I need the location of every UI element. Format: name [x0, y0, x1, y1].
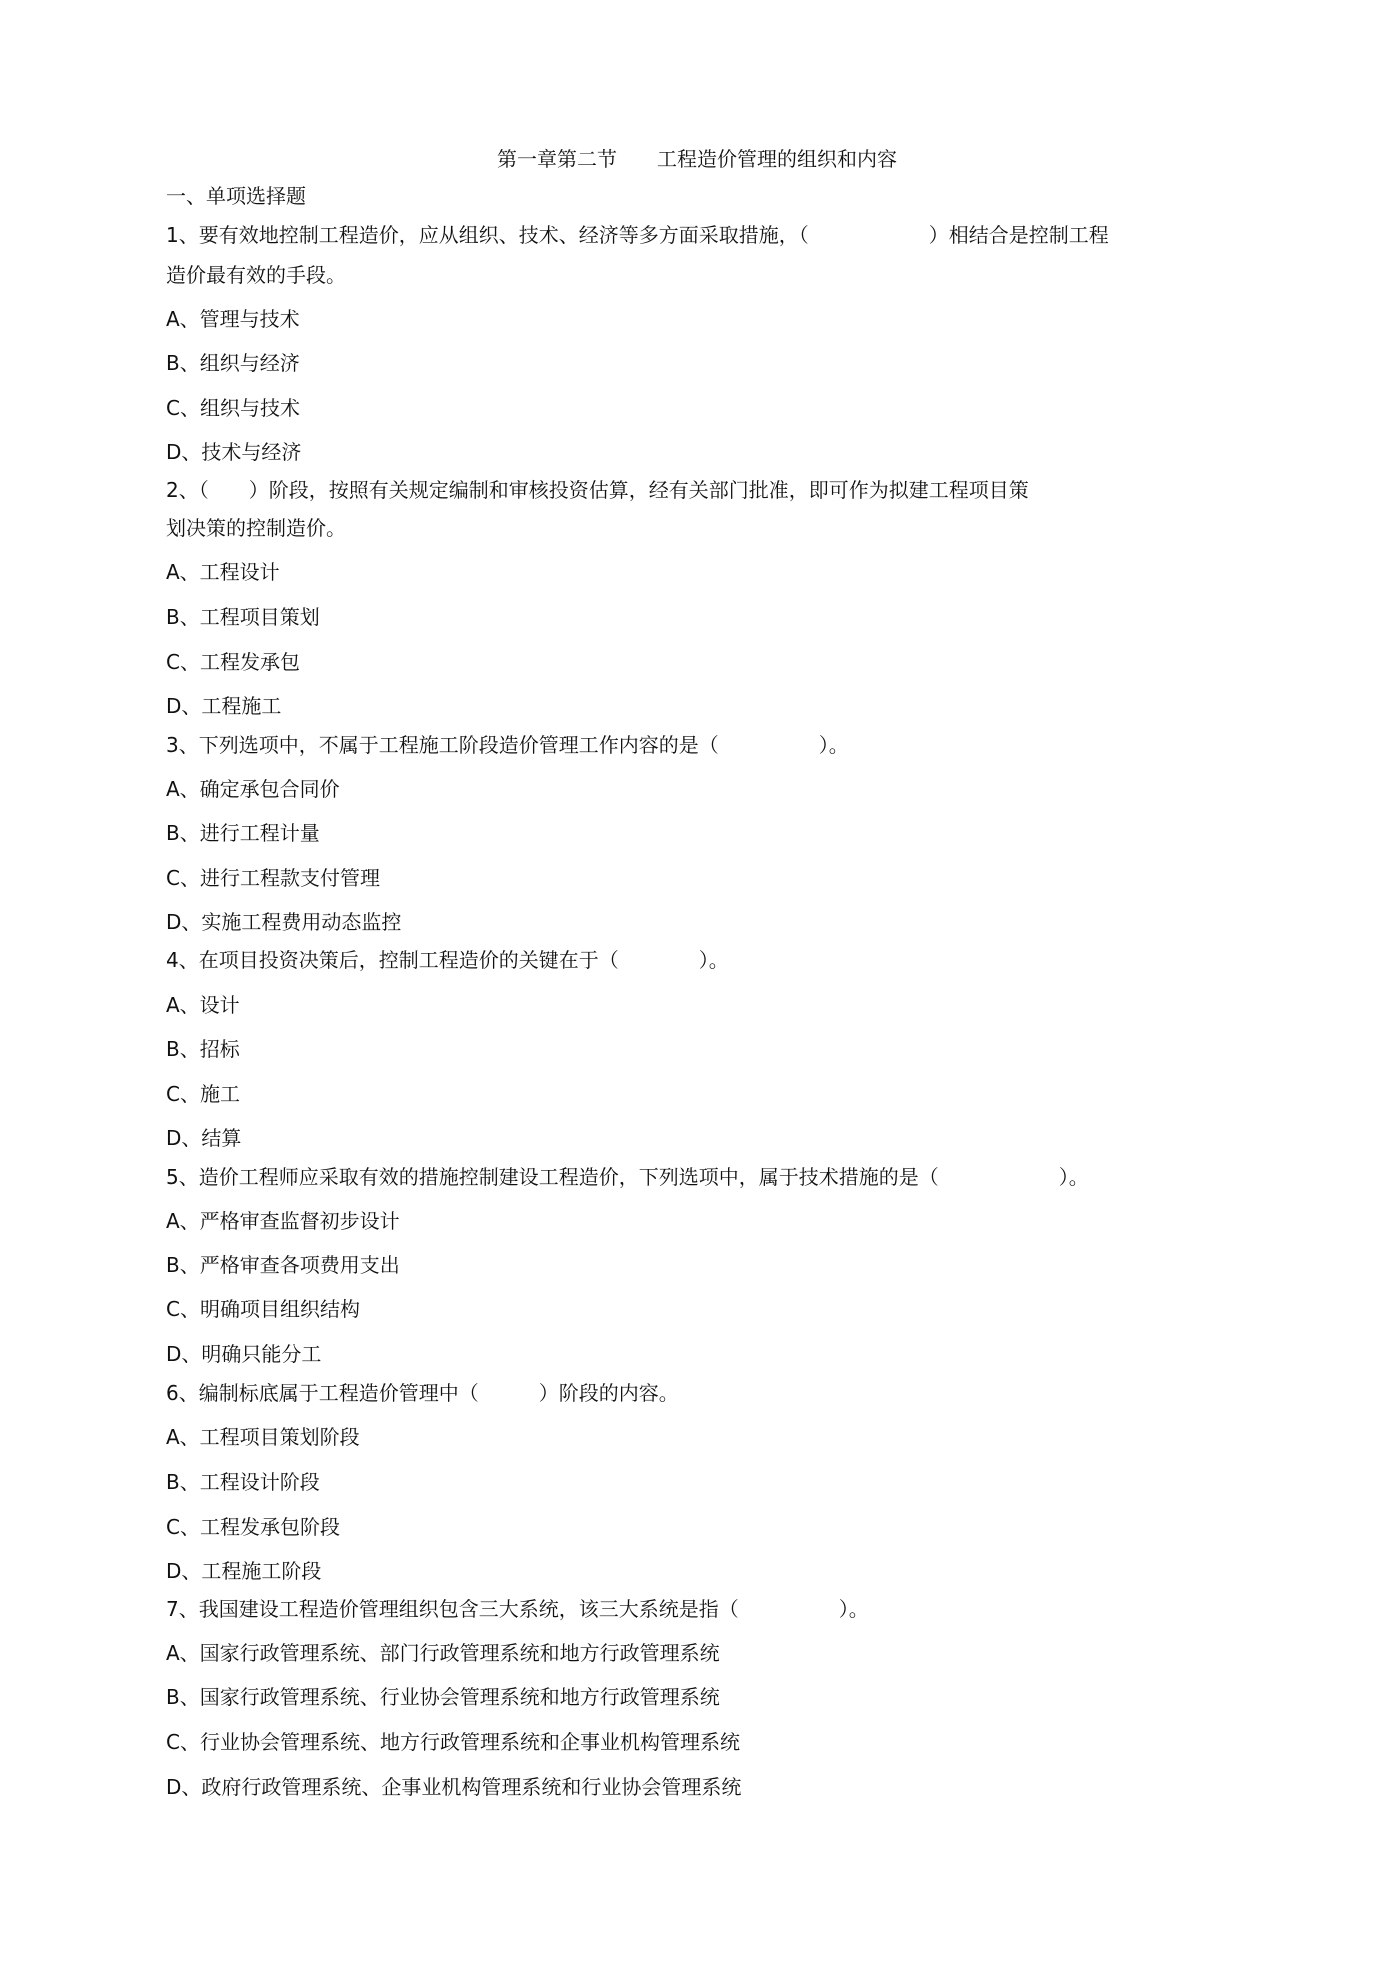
question-3-option-a: A、确定承包合同价 [166, 777, 340, 801]
question-5-option-a: A、严格审查监督初步设计 [166, 1209, 400, 1233]
question-4-option-b: B、招标 [166, 1037, 240, 1061]
page-title: 第一章第二节 工程造价管理的组织和内容 [497, 147, 897, 171]
question-5: 5、造价工程师应采取有效的措施控制建设工程造价，下列选项中，属于技术措施的是（ ）。 [166, 1165, 1089, 1189]
question-3-option-d: D、实施工程费用动态监控 [166, 910, 402, 934]
question-2-option-b: B、工程项目策划 [166, 605, 320, 629]
question-7: 7、我国建设工程造价管理组织包含三大系统，该三大系统是指（ ）。 [166, 1597, 869, 1621]
question-4: 4、在项目投资决策后，控制工程造价的关键在于（ ）。 [166, 948, 729, 972]
question-6-option-a: A、工程项目策划阶段 [166, 1425, 360, 1449]
question-1-option-d: D、技术与经济 [166, 440, 302, 464]
question-3: 3、下列选项中，不属于工程施工阶段造价管理工作内容的是（ ）。 [166, 733, 849, 757]
question-3-option-c: C、进行工程款支付管理 [166, 866, 380, 890]
question-7-option-c: C、行业协会管理系统、地方行政管理系统和企事业机构管理系统 [166, 1730, 740, 1754]
question-1-option-c: C、组织与技术 [166, 396, 300, 420]
question-2-line-1: 2、（ ）阶段，按照有关规定编制和审核投资估算，经有关部门批准，即可作为拟建工程项目策 [166, 478, 1029, 502]
question-1-line-2: 造价最有效的手段。 [166, 263, 346, 287]
question-1-line-1: 1、要有效地控制工程造价，应从组织、技术、经济等多方面采取措施，（ ）相结合是控制工程 [166, 223, 1109, 247]
question-2-line-2: 划决策的控制造价。 [166, 516, 346, 540]
question-7-option-d: D、政府行政管理系统、企事业机构管理系统和行业协会管理系统 [166, 1775, 742, 1799]
question-5-option-c: C、明确项目组织结构 [166, 1297, 360, 1321]
question-3-option-b: B、进行工程计量 [166, 821, 320, 845]
question-7-option-a: A、国家行政管理系统、部门行政管理系统和地方行政管理系统 [166, 1641, 720, 1665]
question-4-option-c: C、施工 [166, 1082, 240, 1106]
question-5-option-b: B、严格审查各项费用支出 [166, 1253, 400, 1277]
question-4-option-a: A、设计 [166, 993, 240, 1017]
question-5-option-d: D、明确只能分工 [166, 1342, 322, 1366]
question-2-option-d: D、工程施工 [166, 694, 282, 718]
question-6-option-c: C、工程发承包阶段 [166, 1515, 340, 1539]
question-6: 6、编制标底属于工程造价管理中（ ）阶段的内容。 [166, 1381, 679, 1405]
question-2-option-a: A、工程设计 [166, 560, 280, 584]
question-1-option-b: B、组织与经济 [166, 351, 300, 375]
question-6-option-d: D、工程施工阶段 [166, 1559, 322, 1583]
section-heading: 一、单项选择题 [166, 184, 306, 208]
question-4-option-d: D、结算 [166, 1126, 242, 1150]
question-2-option-c: C、工程发承包 [166, 650, 300, 674]
question-6-option-b: B、工程设计阶段 [166, 1470, 320, 1494]
question-1-option-a: A、管理与技术 [166, 307, 300, 331]
question-7-option-b: B、国家行政管理系统、行业协会管理系统和地方行政管理系统 [166, 1685, 720, 1709]
